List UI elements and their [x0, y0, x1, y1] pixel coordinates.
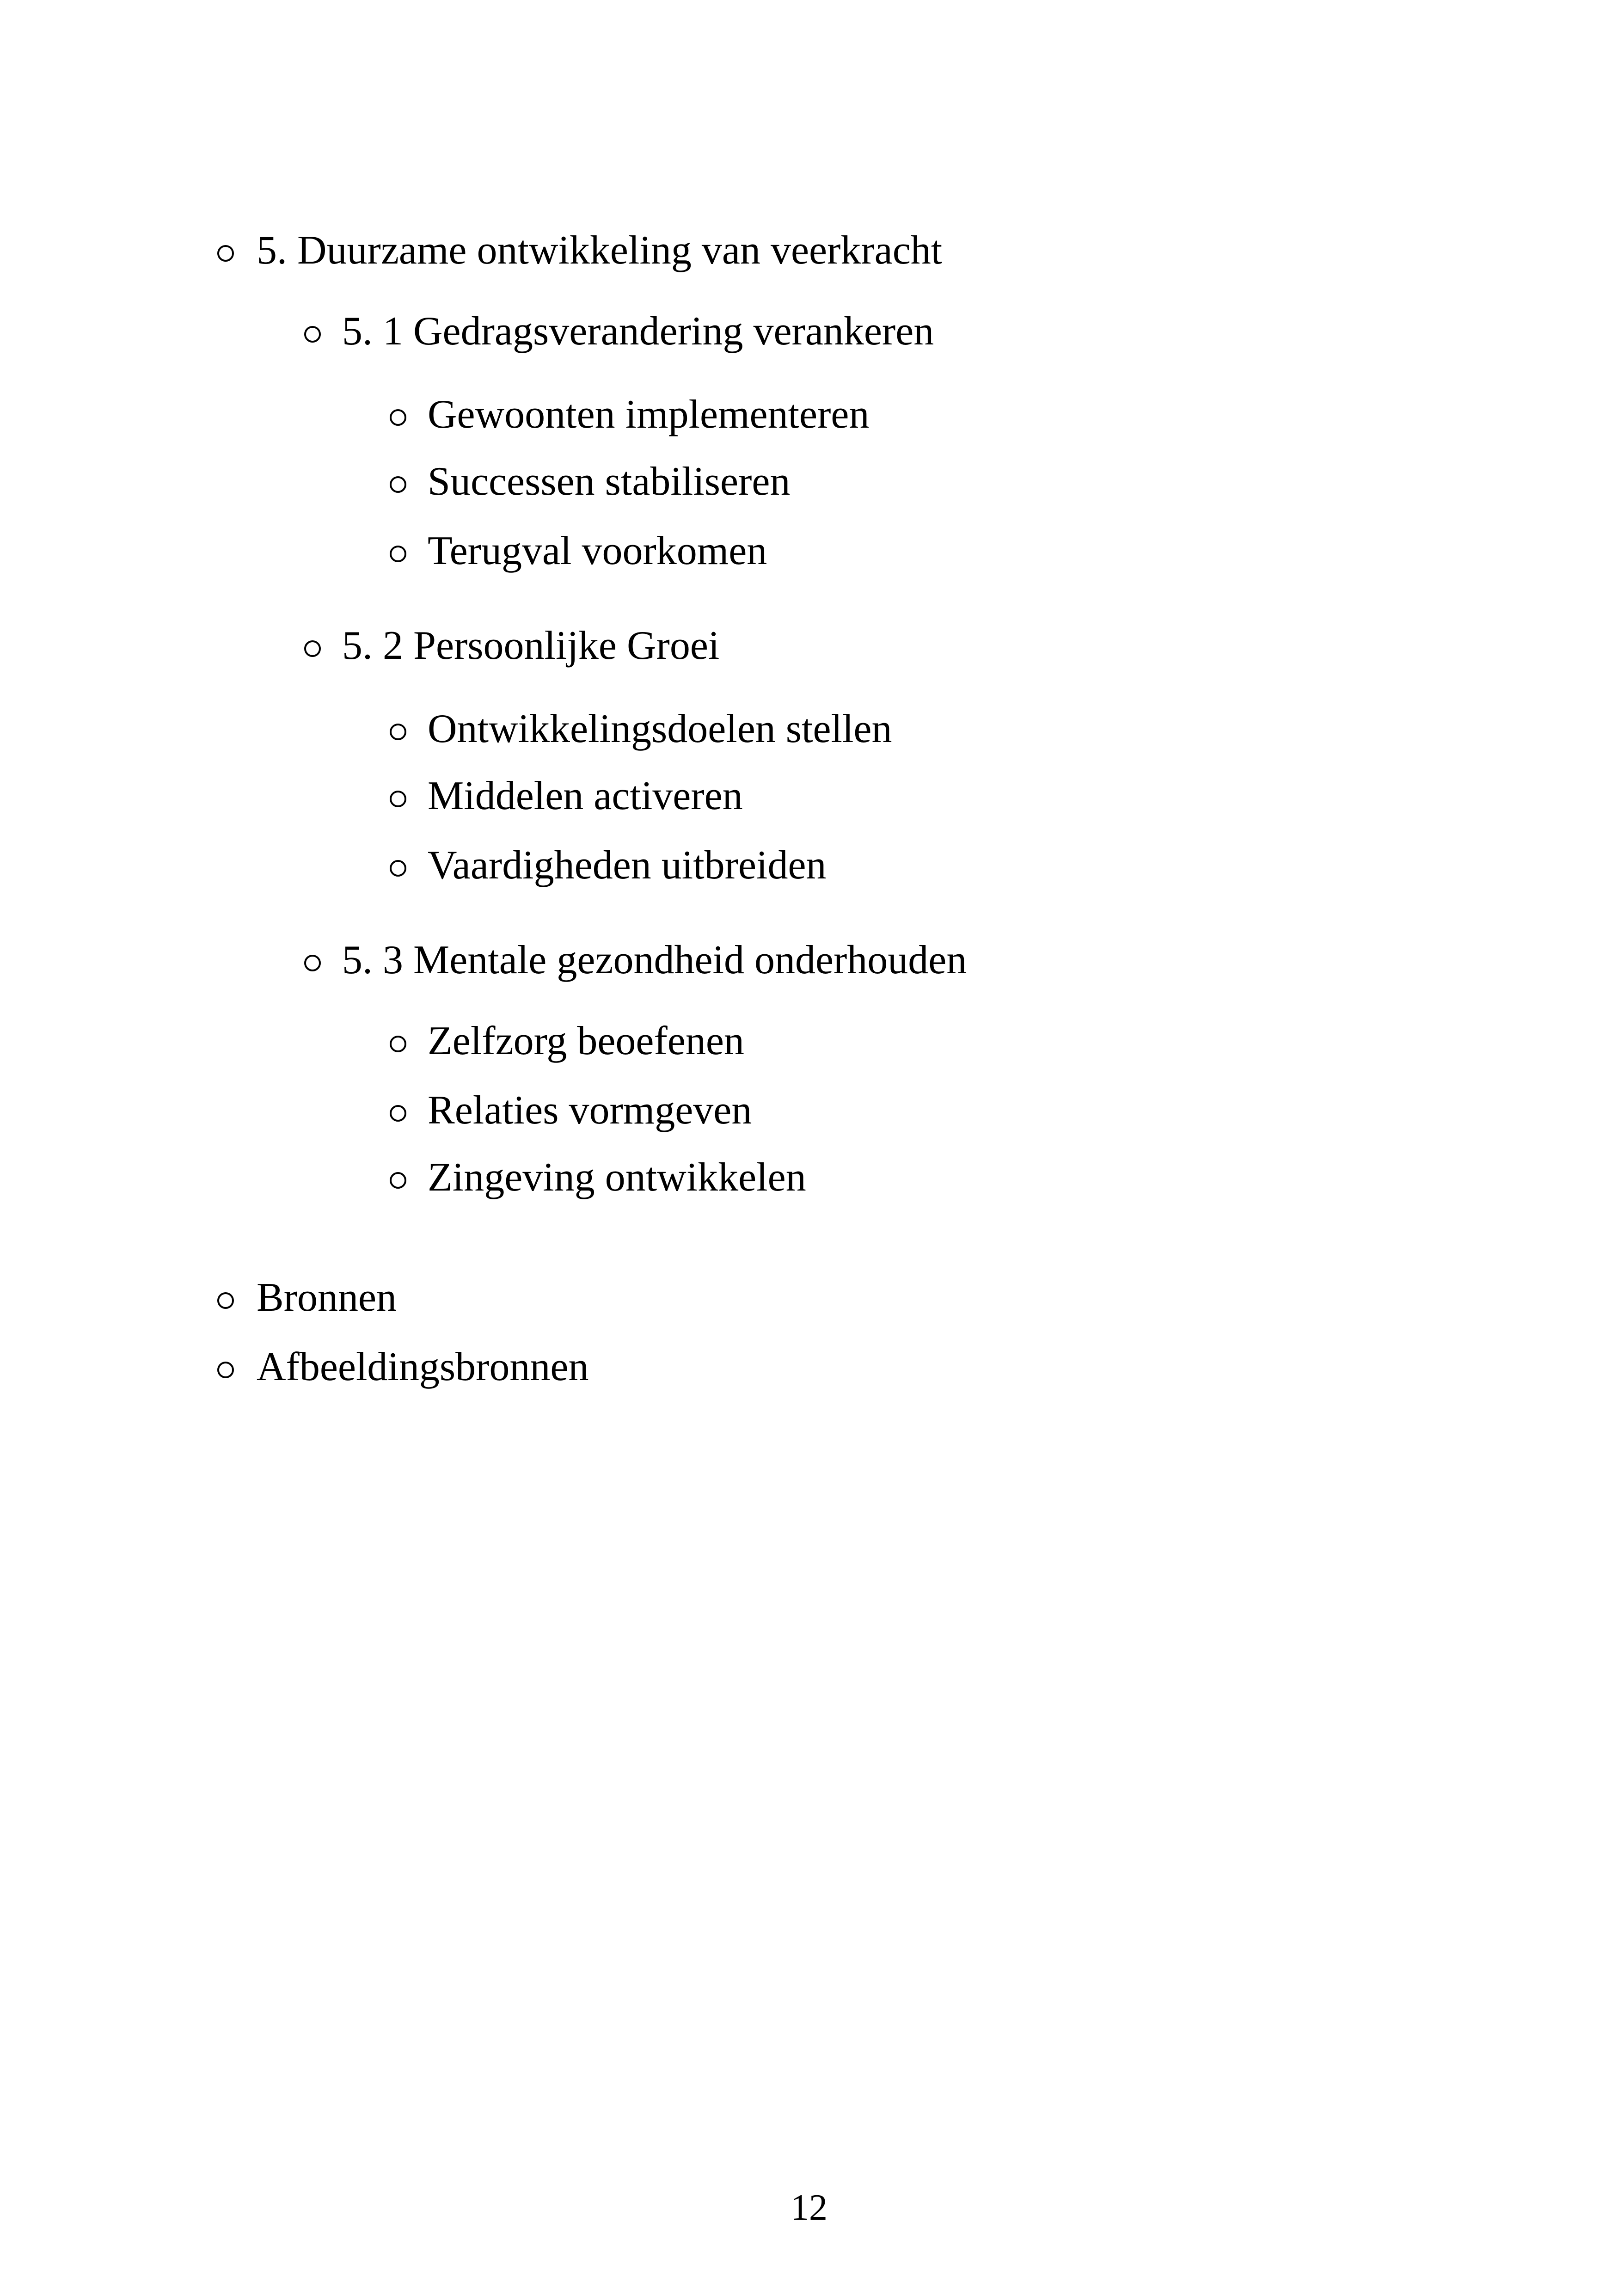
outline-item-bronnen: Bronnen [257, 1275, 397, 1320]
outline-item-afbeeldingsbronnen: Afbeeldingsbronnen [257, 1344, 589, 1389]
bullet-circle-icon [390, 1105, 406, 1122]
page-number: 12 [791, 2187, 827, 2228]
bullet-circle-icon [390, 409, 406, 426]
bullet-circle-icon [217, 245, 234, 262]
subsection-5-3-title: 5. 3 Mentale gezondheid onderhouden [342, 938, 967, 982]
list-item: Zingeving ontwikkelen [428, 1155, 806, 1200]
section-5-title: 5. Duurzame ontwikkeling van veerkracht [257, 228, 943, 273]
list-item: Terugval voorkomen [428, 528, 767, 573]
bullet-circle-icon [304, 640, 321, 657]
bullet-circle-icon [390, 476, 406, 493]
bullet-circle-icon [304, 955, 321, 971]
list-item: Gewoonten implementeren [428, 392, 870, 437]
list-item: Ontwikkelingsdoelen stellen [428, 706, 892, 751]
bullet-circle-icon [390, 1036, 406, 1052]
list-item: Middelen activeren [428, 774, 743, 818]
list-item: Zelfzorg beoefenen [428, 1019, 744, 1063]
bullet-circle-icon [390, 546, 406, 562]
bullet-circle-icon [390, 1172, 406, 1189]
list-item: Successen stabiliseren [428, 459, 791, 504]
bullet-circle-icon [390, 860, 406, 877]
bullet-circle-icon [390, 724, 406, 740]
list-item: Vaardigheden uitbreiden [428, 843, 827, 888]
subsection-5-2-title: 5. 2 Persoonlijke Groei [342, 623, 720, 668]
list-item: Relaties vormgeven [428, 1088, 752, 1133]
bullet-circle-icon [217, 1362, 234, 1378]
bullet-circle-icon [390, 791, 406, 807]
subsection-5-1-title: 5. 1 Gedragsverandering verankeren [342, 309, 934, 354]
bullet-circle-icon [304, 326, 321, 343]
bullet-circle-icon [217, 1292, 234, 1309]
